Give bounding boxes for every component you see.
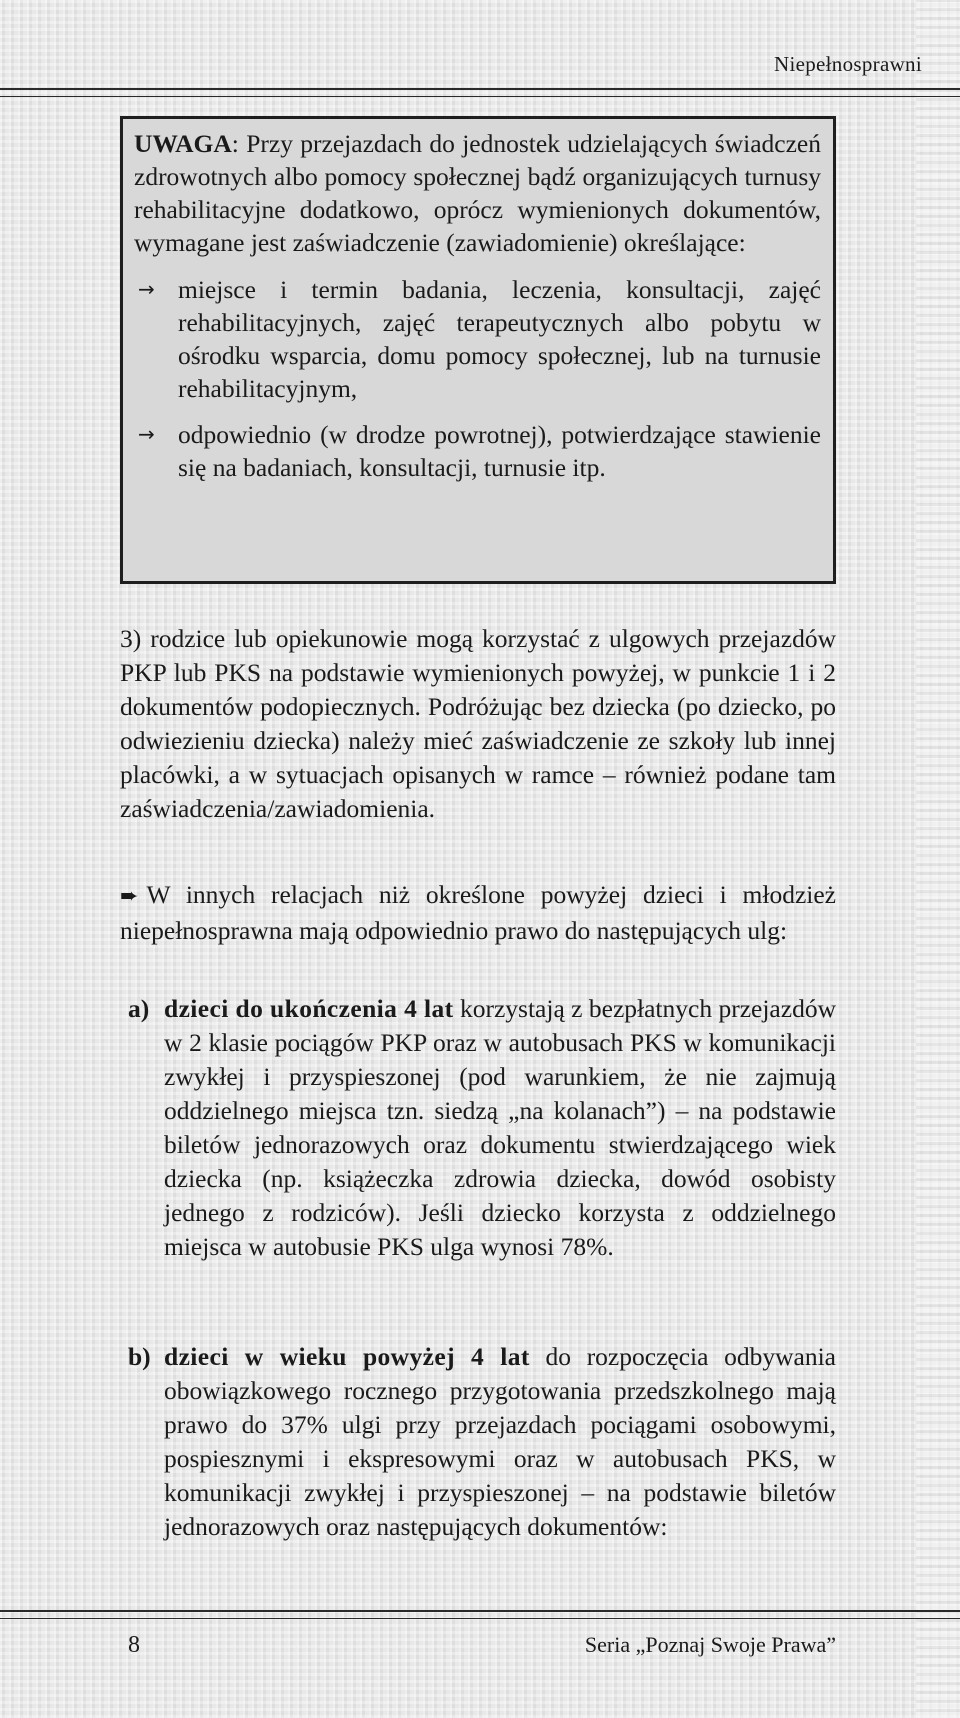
notice-box bbox=[120, 116, 836, 584]
relief-list-item-b bbox=[120, 1340, 836, 1544]
list-item-text: korzystają z bezpłatnych przejazdów w 2 klasie pociągów PKP oraz w autobusach PKS w komunikacji zwykłej i przyspieszonej (pod warunkiem, że nie zajmują oddzielnego miejsca tzn. siedzą „na kolanach”) – na podstawie biletów jednorazowych oraz dokumentu stwierdzającego wiek dziecka (np. książeczka zdrowia dziecka, dowód osobisty jednego z rodziców). Jeśli dziecko korzysta z oddzielnego miejsca w autobusie PKS ulga wynosi 78%. bbox=[164, 994, 836, 1261]
decorative-edge-strip bbox=[916, 0, 960, 1718]
list-marker: b) bbox=[128, 1342, 151, 1371]
notice-bullet-item bbox=[134, 273, 821, 405]
notice-intro-text: : Przy przejazdach do jednostek udzielających świadczeń zdrowotnych albo pomocy społecznej bądź organizujących turnusy rehabilitacyjne dodatkowo, oprócz wymienionych dokumentów, wymagane jest zaświadczenie (zawiadomienie) określające: bbox=[134, 129, 821, 257]
series-title: Seria „Poznaj Swoje Prawa” bbox=[584, 1632, 836, 1657]
list-marker: a) bbox=[128, 994, 150, 1023]
header-rule bbox=[0, 88, 960, 97]
arrow-right-icon: → bbox=[138, 277, 155, 301]
notice-bullet-text: miejsce i termin badania, leczenia, konsultacji, zajęć rehabilitacyjnych, zajęć terapeutycznych albo pobytu w ośrodku wsparcia, domu pomocy społecznej, lub na turnusie rehabilitacyjnym, bbox=[178, 275, 821, 403]
list-item-lead: dzieci w wieku powyżej 4 lat bbox=[164, 1342, 530, 1371]
arrow-right-icon: → bbox=[138, 422, 155, 446]
paragraph-parents: 3) rodzice lub opiekunowie mogą korzystać z ulgowych przejazdów PKP lub PKS na podstawie wymienionych powyżej, w punkcie 1 i 2 dokumentów podopiecznych. Podróżując bez dziecka (po dziecko, po odwiezieniu dziecka) należy mieć zaświadczenie ze szkoły lub innej placówki, a w sytuacjach opisanych w ramce – również podane tam zaświadczenia/zawiadomienia. bbox=[120, 624, 836, 823]
footer-rule bbox=[0, 1610, 960, 1619]
list-item bbox=[120, 1340, 836, 1544]
list-item-text: do rozpoczęcia odbywania obowiązkowego rocznego przygotowania przedszkolnego mają prawo do 37% ulgi przy przejazdach pociągami osobowymi, pospiesznymi i ekspresowymi oraz w autobusach PKS, w komunikacji zwykłej i przyspieszonej – na podstawie biletów jednorazowych oraz następujących dokumentów: bbox=[164, 1342, 837, 1541]
page-number: 8 bbox=[128, 1632, 140, 1658]
notice-bullet-text: odpowiednio (w drodze powrotnej), potwierdzające stawienie się na badaniach, konsultacji, turnusie itp. bbox=[178, 420, 821, 482]
running-header: Niepełnosprawni bbox=[774, 52, 922, 76]
notice-bullet-list bbox=[134, 273, 821, 484]
notice-intro bbox=[134, 127, 821, 259]
relief-list-item-a bbox=[120, 992, 836, 1264]
pointing-arrow-icon: ➨ bbox=[120, 884, 139, 909]
list-item-lead: dzieci do ukończenia 4 lat bbox=[164, 994, 454, 1023]
notice-bullet-item bbox=[134, 418, 821, 484]
paragraph-other-relations-text: W innych relacjach niż określone powyżej dzieci i młodzież niepełnosprawna mają odpowiednio prawo do następujących ulg: bbox=[120, 880, 836, 945]
paragraph-other-relations bbox=[120, 878, 836, 948]
list-item bbox=[120, 992, 836, 1264]
notice-label: UWAGA bbox=[134, 129, 232, 158]
